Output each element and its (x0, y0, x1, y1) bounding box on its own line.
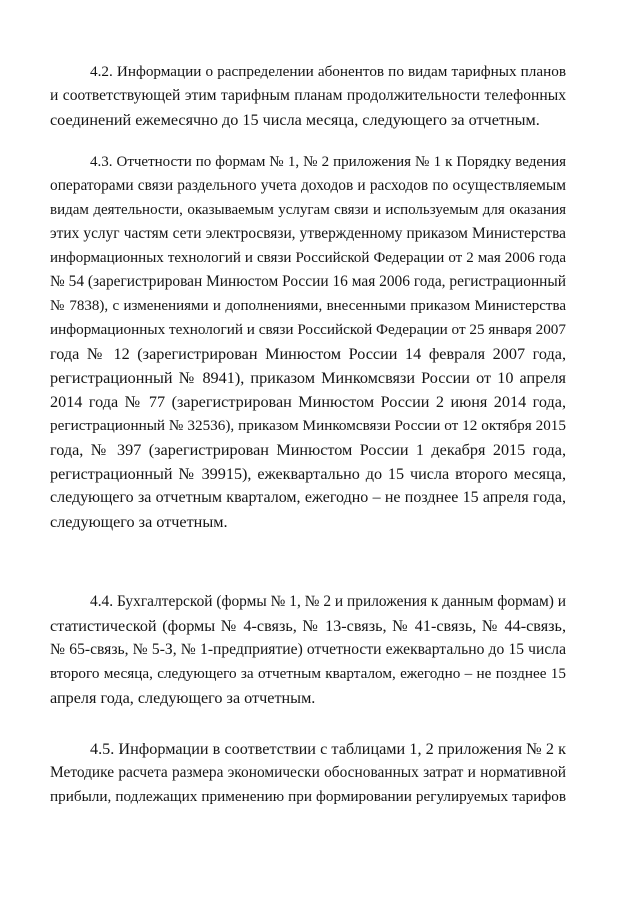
paragraph-line: 4.5. Информации в соответствии с таблицами 1, 2 приложения № 2 к (90, 740, 566, 758)
paragraph-line: № 65-связь, № 5-З, № 1-предприятие) отчетности ежеквартально до 15 числа (50, 641, 566, 658)
paragraph-line: соединений ежемесячно до 15 числа месяца, следующего за отчетным. (50, 111, 540, 129)
paragraph-line: прибыли, подлежащих применению при формировании регулируемых тарифов (50, 788, 566, 805)
paragraph-line: следующего за отчетным кварталом, ежегодно – не позднее 15 апреля года, (50, 489, 566, 506)
paragraph-4-4 (50, 590, 566, 710)
paragraph-line: апреля года, следующего за отчетным. (50, 689, 316, 707)
paragraph-line: 2014 года № 77 (зарегистрирован Минюстом России 2 июня 2014 года, (50, 393, 566, 411)
paragraph-line: регистрационный № 8941), приказом Минкомсвязи России от 10 апреля (50, 369, 566, 387)
paragraph-line: операторами связи раздельного учета доходов и расходов по осуществляемым (50, 177, 566, 194)
paragraph-4-5 (50, 737, 566, 809)
paragraph-line: второго месяца, следующего за отчетным кварталом, ежегодно – не позднее 15 (50, 665, 566, 682)
paragraph-line: и соответствующей этим тарифным планам продолжительности телефонных (50, 87, 566, 104)
paragraph-line: следующего за отчетным. (50, 513, 228, 531)
paragraph-line: года № 12 (зарегистрирован Минюстом России 14 февраля 2007 года, (50, 345, 566, 363)
paragraph-4-3 (50, 150, 566, 534)
paragraph-line: 4.3. Отчетности по формам № 1, № 2 приложения № 1 к Порядку ведения (90, 154, 566, 170)
paragraph-line: этих услуг частям сети электросвязи, утвержденному приказом Министерства (50, 225, 566, 242)
paragraph-line: № 54 (зарегистрирован Минюстом России 16 мая 2006 года, регистрационный (50, 273, 566, 290)
paragraph-line: регистрационный № 32536), приказом Минкомсвязи России от 12 октября 2015 (50, 417, 566, 434)
paragraph-line: Методике расчета размера экономически обоснованных затрат и нормативной (50, 764, 566, 781)
paragraph-line: регистрационный № 39915), ежеквартально до 15 числа второго месяца, (50, 465, 566, 483)
paragraph-line: 4.4. Бухгалтерской (формы № 1, № 2 и приложения к данным формам) и (90, 593, 566, 610)
paragraph-line: 4.2. Информации о распределении абонентов по видам тарифных планов (90, 63, 566, 80)
paragraph-line: информационных технологий и связи Российской Федерации от 25 января 2007 (50, 321, 566, 338)
paragraph-line: информационных технологий и связи Российской Федерации от 2 мая 2006 года (50, 250, 566, 266)
paragraph-4-2 (50, 60, 566, 132)
paragraph-line: статистической (формы № 4-связь, № 13-связь, № 41-связь, № 44-связь, (50, 617, 566, 635)
paragraph-line: № 7838), с изменениями и дополнениями, внесенными приказом Министерства (50, 298, 566, 314)
paragraph-line: года, № 397 (зарегистрирован Минюстом России 1 декабря 2015 года, (50, 441, 566, 459)
paragraph-line: видам деятельности, оказываемым услугам связи и используемым для оказания (50, 202, 566, 218)
